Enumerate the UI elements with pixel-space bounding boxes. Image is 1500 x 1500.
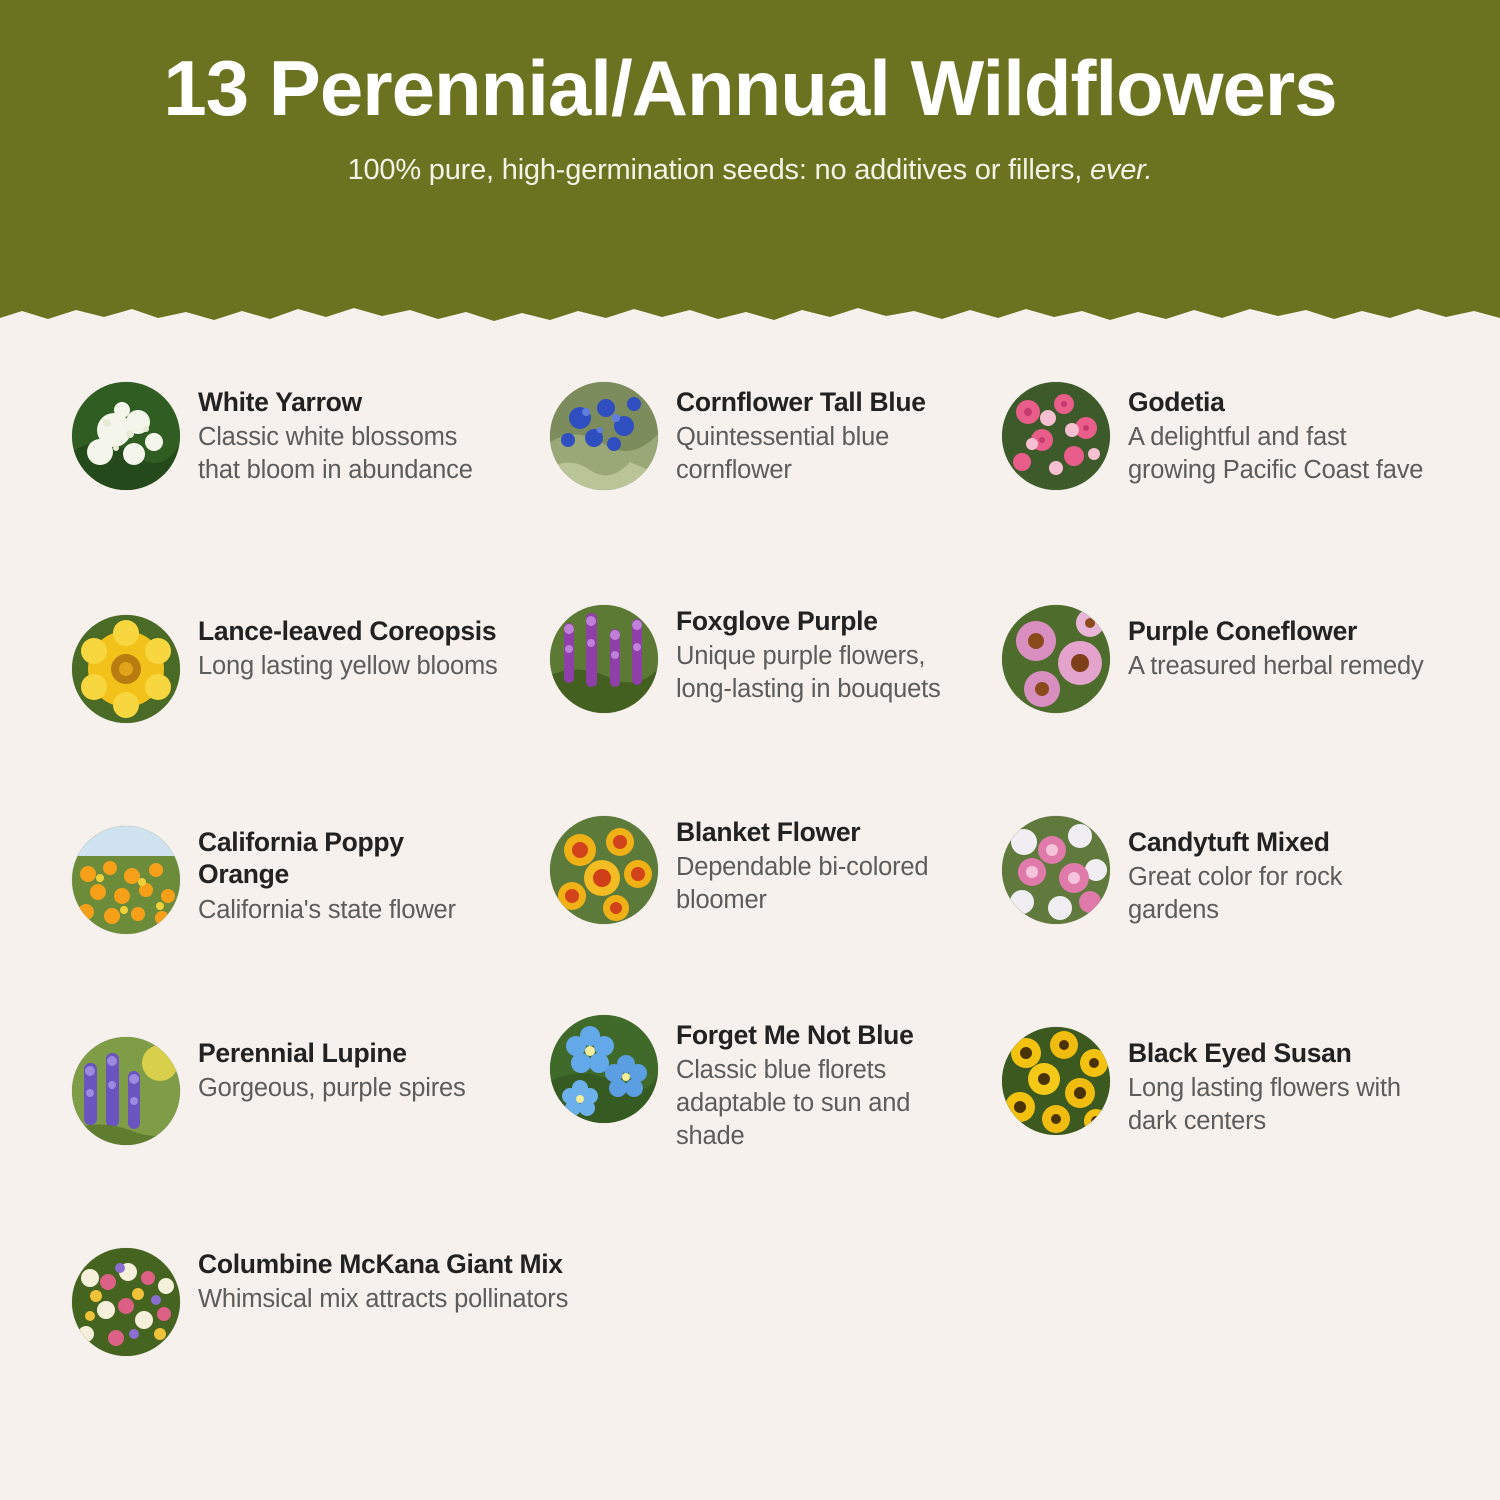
flower-desc: Whimsical mix attracts pollinators xyxy=(198,1285,569,1314)
list-item-texts xyxy=(676,1015,976,1152)
white-yarrow-photo xyxy=(72,382,180,490)
header-banner xyxy=(0,0,1500,330)
list-item[interactable] xyxy=(72,593,532,804)
list-item-texts xyxy=(198,382,498,487)
list-item-texts xyxy=(198,804,498,926)
list-item-texts xyxy=(676,593,976,706)
list-item-texts xyxy=(1128,382,1428,487)
torn-paper-edge-icon xyxy=(0,298,1500,330)
flower-desc: Long lasting flowers with dark centers xyxy=(1128,1074,1401,1135)
candytuft-mixed-photo xyxy=(1002,816,1110,924)
list-item-texts xyxy=(198,593,498,683)
flower-desc: Unique purple flowers, long-lasting in bouquets xyxy=(676,642,941,703)
flower-grid xyxy=(0,382,1500,1437)
list-item-texts xyxy=(1128,1015,1428,1138)
flower-name: Foxglove Purple xyxy=(676,606,878,636)
flower-name: Forget Me Not Blue xyxy=(676,1020,914,1050)
cornflower-tall-blue-photo xyxy=(550,382,658,490)
list-item[interactable] xyxy=(72,382,532,593)
list-item-texts xyxy=(1128,804,1428,927)
black-eyed-susan-photo xyxy=(1002,1027,1110,1135)
flower-desc: A delightful and fast growing Pacific Coast fave xyxy=(1128,423,1424,484)
list-item-texts xyxy=(676,804,976,917)
list-item-texts xyxy=(198,1226,568,1316)
list-item[interactable] xyxy=(532,804,992,1015)
purple-coneflower-photo xyxy=(1002,605,1110,713)
flower-desc: Great color for rock gardens xyxy=(1128,863,1343,924)
flower-desc: Classic white blossoms that bloom in abundance xyxy=(198,423,473,484)
subtitle-text: 100% pure, high-germination seeds: no additives or fillers, xyxy=(347,154,1090,187)
flower-name: Cornflower Tall Blue xyxy=(676,387,926,417)
flower-desc: Dependable bi-colored bloomer xyxy=(676,853,929,914)
lance-leaved-coreopsis-photo xyxy=(72,615,180,723)
list-item[interactable] xyxy=(72,1015,532,1226)
blanket-flower-photo xyxy=(550,816,658,924)
flower-desc: California's state flower xyxy=(198,895,456,924)
list-item-texts xyxy=(198,1015,466,1105)
foxglove-purple-photo xyxy=(550,605,658,713)
perennial-lupine-photo xyxy=(72,1037,180,1145)
list-item[interactable] xyxy=(72,804,532,1015)
columbine-mckana-giant-mix-photo xyxy=(72,1248,180,1356)
flower-name: Lance-leaved Coreopsis xyxy=(198,616,497,646)
list-item[interactable] xyxy=(532,1015,992,1226)
flower-desc: Long lasting yellow blooms xyxy=(198,652,498,681)
list-item[interactable] xyxy=(992,1015,1428,1226)
flower-name: Perennial Lupine xyxy=(198,1038,407,1068)
flower-name: Black Eyed Susan xyxy=(1128,1038,1352,1068)
flower-desc: Gorgeous, purple spires xyxy=(198,1074,466,1103)
flower-name: Columbine McKana Giant Mix xyxy=(198,1249,563,1279)
flower-name: Blanket Flower xyxy=(676,817,861,847)
list-item-texts xyxy=(676,382,976,487)
flower-name: Candytuft Mixed xyxy=(1128,827,1330,857)
list-item[interactable] xyxy=(992,382,1428,593)
flower-desc: Quintessential blue cornflower xyxy=(676,423,890,484)
flower-name: Purple Coneflower xyxy=(1128,616,1358,646)
flower-desc: A treasured herbal remedy xyxy=(1128,652,1424,681)
page-title: 13 Perennial/Annual Wildflowers xyxy=(163,44,1337,132)
list-item[interactable] xyxy=(72,1226,1428,1437)
page-subtitle xyxy=(0,154,1500,187)
list-item-texts xyxy=(1128,593,1424,683)
forget-me-not-blue-photo xyxy=(550,1015,658,1123)
flower-name: California Poppy Orange xyxy=(198,827,404,890)
list-item[interactable] xyxy=(532,382,992,593)
list-item[interactable] xyxy=(992,804,1428,1015)
list-item[interactable] xyxy=(992,593,1428,804)
flower-name: Godetia xyxy=(1128,387,1225,417)
list-item[interactable] xyxy=(532,593,992,804)
subtitle-emphasis: ever. xyxy=(1090,154,1153,187)
california-poppy-orange-photo xyxy=(72,826,180,934)
flower-name: White Yarrow xyxy=(198,387,362,417)
godetia-photo xyxy=(1002,382,1110,490)
flower-desc: Classic blue florets adaptable to sun and shade xyxy=(676,1056,911,1150)
